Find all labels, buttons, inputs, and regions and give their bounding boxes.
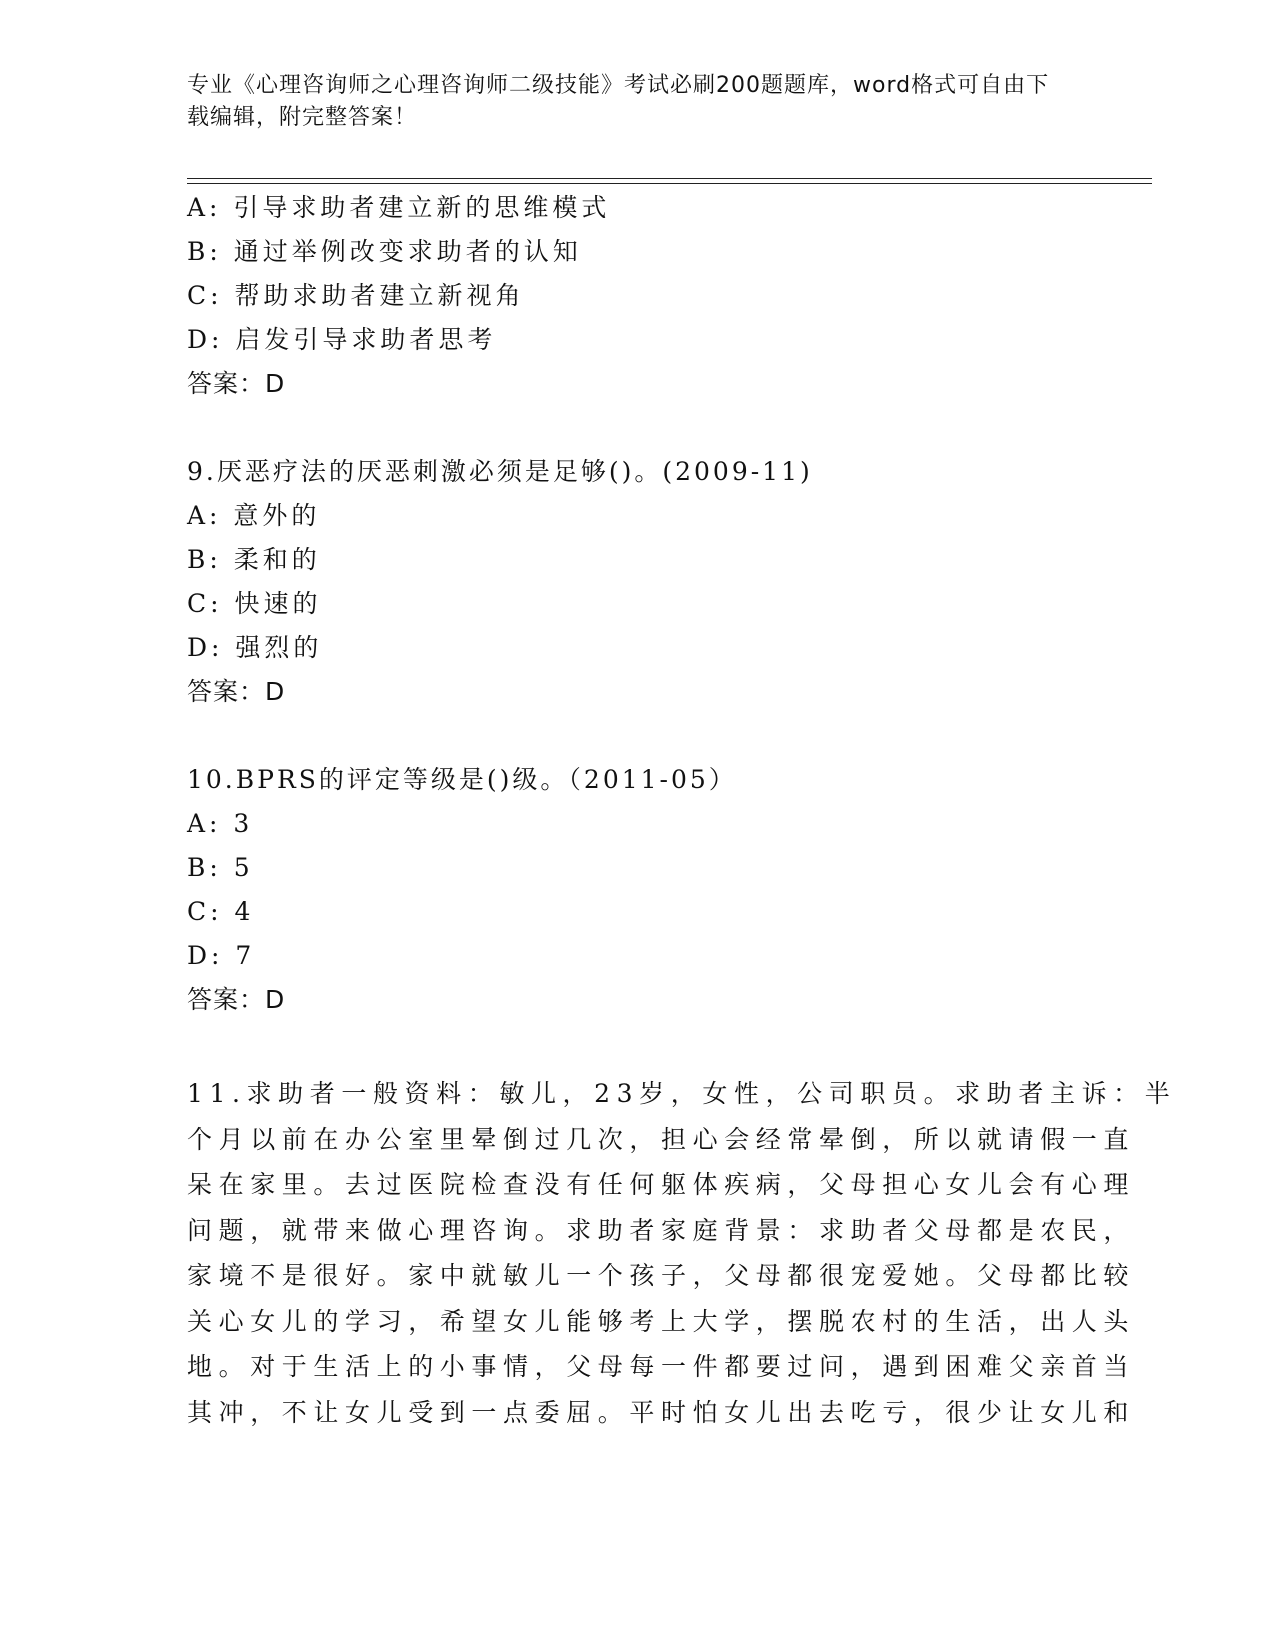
question-stem: 9.厌恶疗法的厌恶刺激必须是足够()。(2009-11) [187, 457, 813, 486]
option-d: D: 强烈的 [187, 633, 323, 662]
page-header [187, 70, 1067, 134]
question-stem: 10.BPRS的评定等级是()级。（2011-05） [187, 765, 737, 794]
option-c: C: 4 [187, 897, 255, 926]
paragraph-line: 呆在家里。去过医院检查没有任何躯体疾病，父母担心女儿会有心理 [187, 1170, 1136, 1199]
option-a: A: 3 [187, 809, 254, 838]
option-c: C: 帮助求助者建立新视角 [187, 281, 525, 310]
option-d: D: 7 [187, 941, 256, 970]
paragraph-line: 个月以前在办公室里晕倒过几次，担心会经常晕倒，所以就请假一直 [187, 1124, 1136, 1154]
header-title: 专业《心理咨询师之心理咨询师二级技能》考试必刷200题题库，word格式可自由下载编辑，附完整答案！ [187, 73, 1050, 130]
option-b: B: 5 [187, 853, 254, 882]
option-a: A: 意外的 [187, 501, 321, 530]
option-a: A: 引导求助者建立新的思维模式 [187, 193, 611, 222]
option-b: B: 柔和的 [187, 545, 321, 574]
header-divider-bottom [187, 183, 1152, 184]
question-paragraph [187, 1071, 1177, 1435]
paragraph-line: 其冲，不让女儿受到一点委屈。平时怕女儿出去吃亏，很少让女儿和 [187, 1397, 1136, 1427]
answer-label: 答案：D [187, 677, 286, 706]
paragraph-line: 11.求助者一般资料：敏儿，23岁，女性，公司职员。求助者主诉：半 [187, 1079, 1177, 1108]
answer-label: 答案：D [187, 369, 286, 398]
paragraph-line: 家境不是很好。家中就敏儿一个孩子，父母都很宠爱她。父母都比较 [187, 1261, 1136, 1290]
header-divider-top [187, 178, 1152, 179]
paragraph-line: 问题，就带来做心理咨询。求助者家庭背景：求助者父母都是农民， [187, 1215, 1136, 1245]
option-d: D: 启发引导求助者思考 [187, 325, 497, 354]
paragraph-line: 关心女儿的学习，希望女儿能够考上大学，摆脱农村的生活，出人头 [187, 1306, 1136, 1336]
option-c: C: 快速的 [187, 589, 322, 618]
answer-label: 答案：D [187, 985, 286, 1014]
option-b: B: 通过举例改变求助者的认知 [187, 237, 582, 266]
paragraph-line: 地。对于生活上的小事情，父母每一件都要过问，遇到困难父亲首当 [187, 1352, 1136, 1381]
